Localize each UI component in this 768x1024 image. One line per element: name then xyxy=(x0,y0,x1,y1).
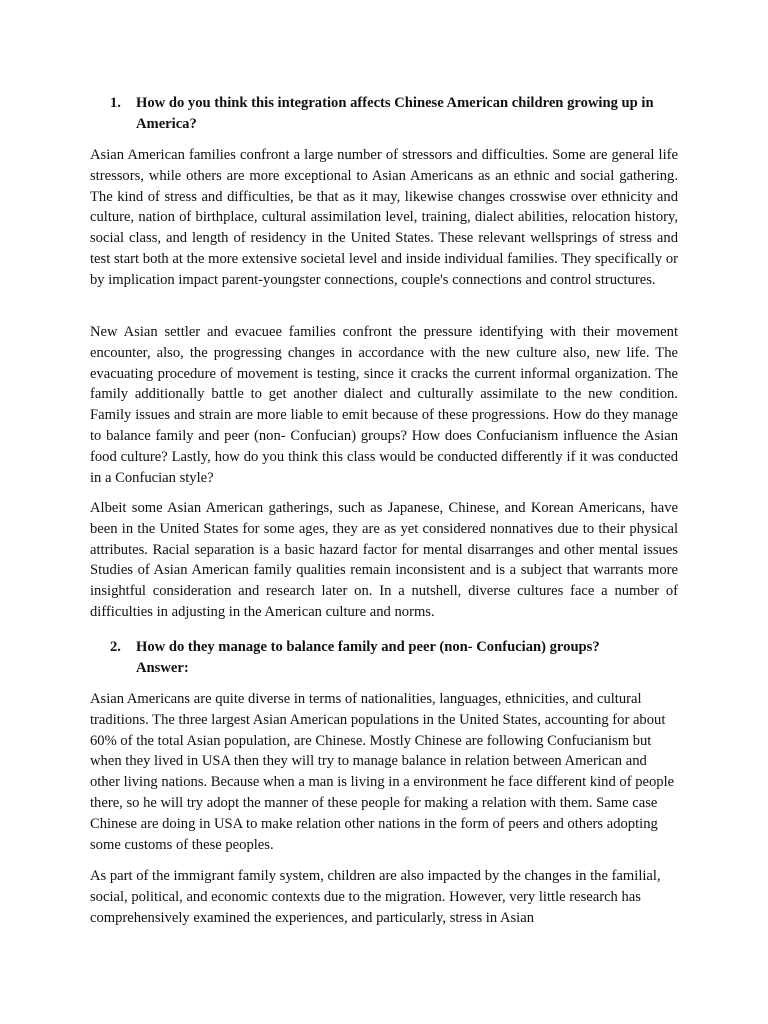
paragraph-1: Asian American families confront a large number of stressors and difficulties. Some are general life stressors, while others are more exceptional to Asian Americans as an ethnic and social gathering. The kind of stress and difficulties, be that as it may, likewise changes crosswise over ethnicity and culture, nation of birthplace, cultural assimilation level, training, dialect abilities, relocation history, social class, and length of residency in the United States. These relevant wellsprings of stress and test start both at the more extensive societal level and inside individual families. They specifically or by implication impact parent-youngster connections, couple's connections and control structures. xyxy=(90,147,678,288)
question-1-number: 1. xyxy=(110,95,121,111)
question-2-number: 2. xyxy=(110,639,121,655)
question-2-text: How do they manage to balance family and peer (non- Confucian) groups? xyxy=(136,639,600,655)
question-1 xyxy=(110,93,690,135)
question-1-text: How do you think this integration affects Chinese American children growing up in America? xyxy=(136,95,654,132)
question-2 xyxy=(110,637,690,679)
paragraph-5: As part of the immigrant family system, children are also impacted by the changes in the familial, social, political, and economic contexts due to the migration. However, very little research has comprehensively examined the experiences, and particularly, stress in Asian xyxy=(90,868,661,926)
paragraph-4: Asian Americans are quite diverse in terms of nationalities, languages, ethnicities, and cultural traditions. The three largest Asian American populations in the United States, accounting for about 60% of the total Asian population, are Chinese. Mostly Chinese are following Confucianism but when they lived in USA then they will try to manage balance in relation between American and other living nations. Because when a man is living in a environment he face different kind of people there, so he will try adopt the manner of these people for making a relation with them. Same case Chinese are doing in USA to make relation other nations in the form of peers and others adopting some customs of these peoples. xyxy=(90,691,675,853)
answer-label: Answer: xyxy=(136,660,189,676)
paragraph-3: Albeit some Asian American gatherings, such as Japanese, Chinese, and Korean Americans, have been in the United States for some ages, they are as yet considered nonnatives due to their physical attributes. Racial separation is a basic hazard factor for mental disarranges and other mental issues Studies of Asian American family qualities remain inconsistent and is a subject that warrants more insightful consideration and research later on. In a nutshell, diverse cultures face a number of difficulties in adjusting in the American culture and norms. xyxy=(90,500,678,620)
paragraph-2: New Asian settler and evacuee families confront the pressure identifying with their movement encounter, also, the progressing changes in accordance with the new culture also, new life. The evacuating procedure of movement is testing, since it cracks the current informal organization. The family additionally battle to get another dialect and culturally assimilate to the new condition. Family issues and strain are more liable to emit because of these progressions. How do they manage to balance family and peer (non- Confucian) groups? How does Confucianism influence the Asian food culture? Lastly, how do you think this class would be conducted differently if it was conducted in a Confucian style? xyxy=(90,324,678,486)
